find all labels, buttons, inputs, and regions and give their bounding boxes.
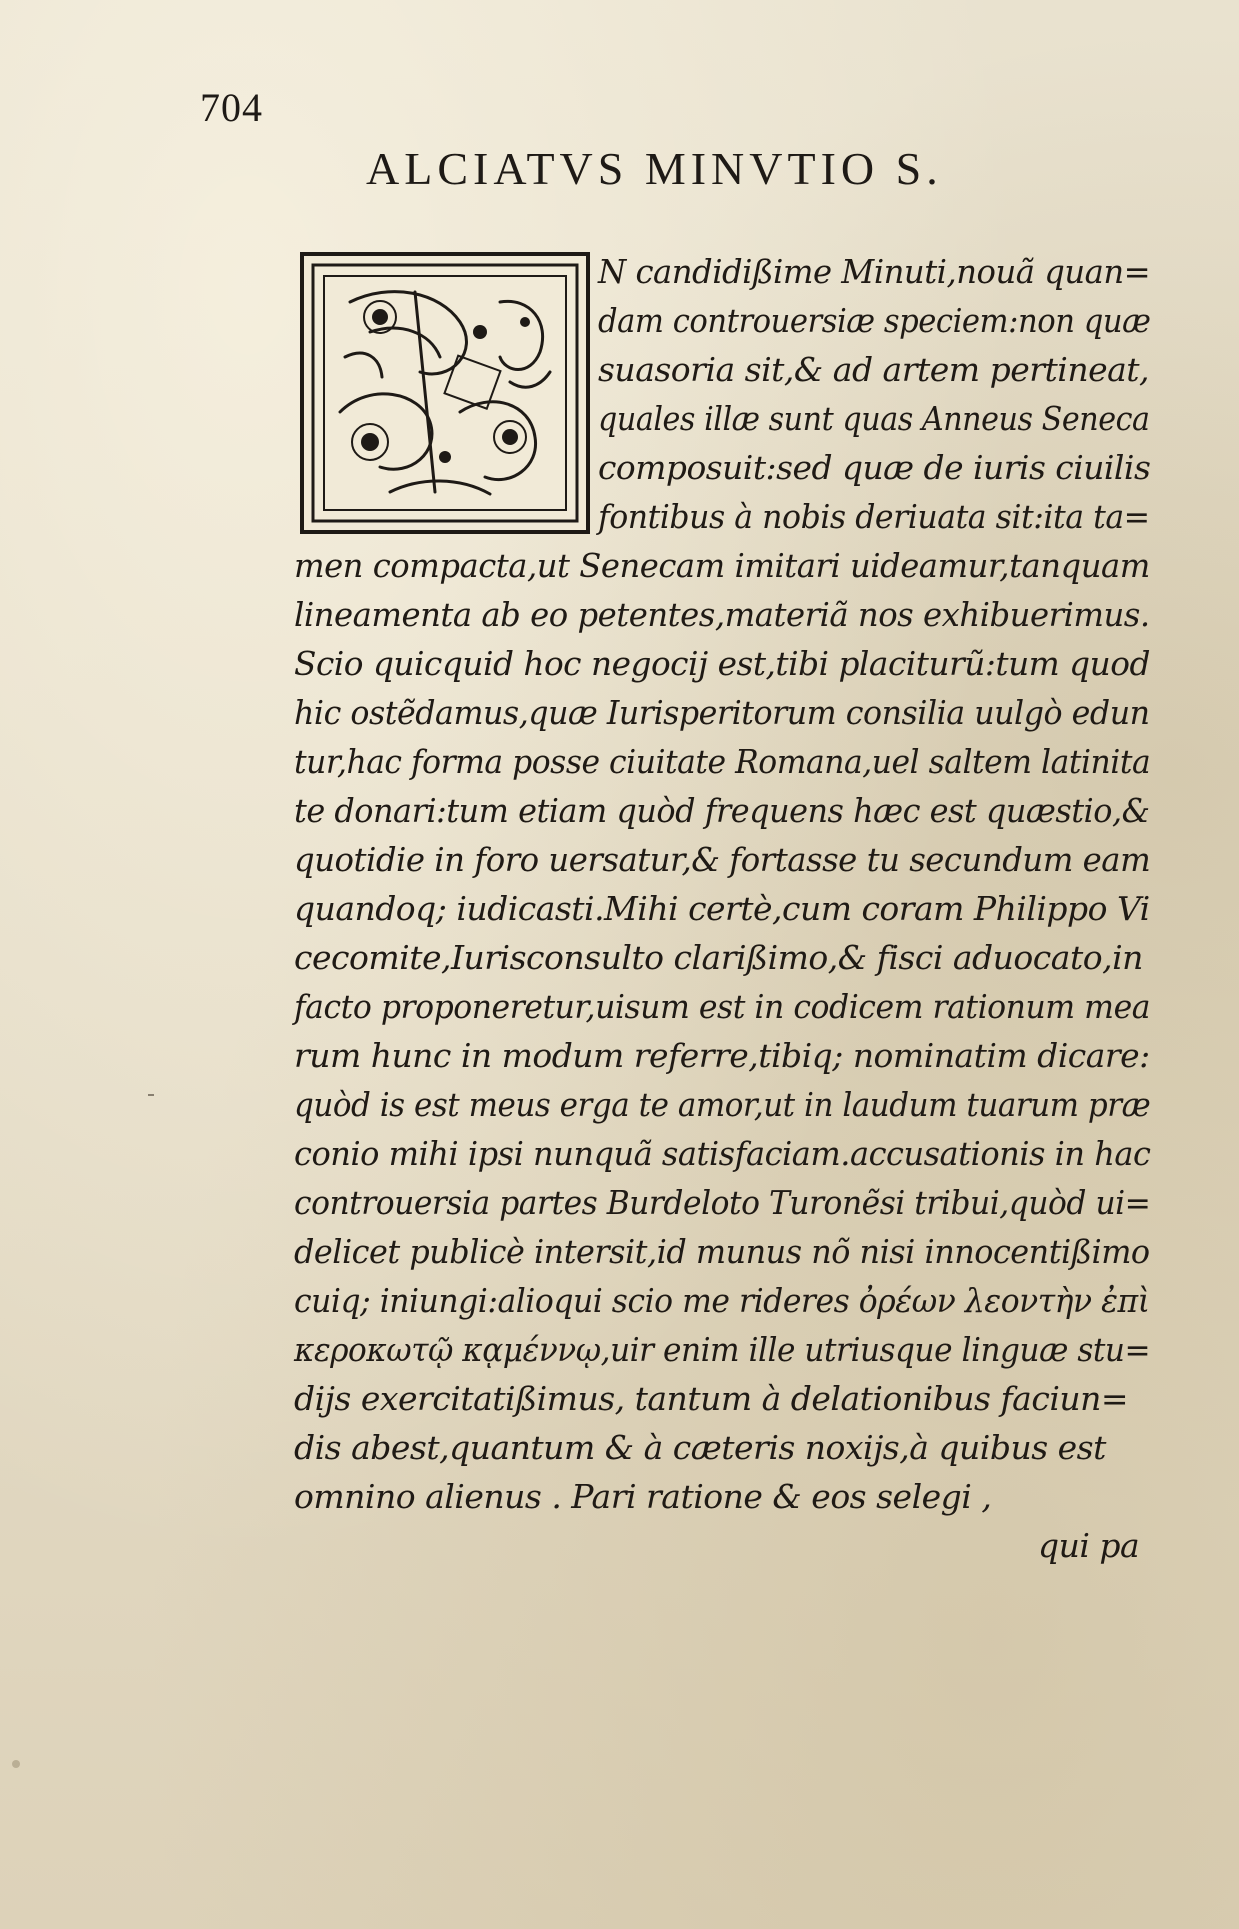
text-line: composuit:sed quæ de iuris ciuilis: [598, 448, 1151, 487]
text-line: delicet publicè intersit,id munus nõ nisi innocentißimo: [294, 1232, 1150, 1271]
text-line: te donari:tum etiam quòd frequens hæc est quæstio,&: [294, 791, 1150, 830]
text-line: quandoq; iudicasti.Mihi certè,cum coram Philippo Vi: [294, 889, 1150, 928]
text-line: suasoria sit,& ad artem pertineat,: [598, 350, 1150, 389]
text-line: tur,hac forma posse ciuitate Romana,uel saltem latinita: [294, 742, 1151, 781]
text-line: cuiq; iniungi:alioqui scio me rideres ὀρέων λεοντὴν ἐπὶ: [294, 1281, 1150, 1320]
floral-initial-icon: [310, 262, 580, 524]
text-line: Scio quicquid hoc negocij est,tibi placiturũ:tum quod: [294, 644, 1150, 683]
text-line: hic ostẽdamus,quæ Iurisperitorum consilia uulgò edun: [294, 693, 1150, 732]
text-line: lineamenta ab eo petentes,materiã nos exhibuerimus.: [294, 595, 1150, 634]
text-line: rum hunc in modum referre,tibiq; nominatim dicare:: [294, 1036, 1150, 1075]
page-number: 704: [200, 85, 263, 130]
text-line: N candidißime Minuti,nouã quan=: [598, 252, 1151, 291]
text-line: facto proponeretur,uisum est in codicem rationum mea: [294, 987, 1151, 1026]
text-line: κεροκωτῷ κᾳμέννῳ,uir enim ille utriusque linguæ stu=: [294, 1330, 1151, 1369]
text-line: omnino alienus . Pari ratione & eos selegi ,: [294, 1477, 992, 1516]
text-line: fontibus à nobis deriuata sit:ita ta=: [598, 497, 1150, 536]
text-line: cecomite,Iurisconsulto clarißimo,& fisci aduocato,in: [294, 938, 1143, 977]
text-line: conio mihi ipsi nunquã satisfaciam.accusationis in hac: [294, 1134, 1151, 1173]
running-head: ALCIATVS MINVTIO S.: [366, 143, 943, 194]
text-line: controuersia partes Burdeloto Turonẽsi tribui,quòd ui=: [294, 1183, 1151, 1222]
paper-speck: [148, 1094, 154, 1096]
decorated-initial: [300, 252, 590, 534]
text-line: quòd is est meus erga te amor,ut in laudum tuarum præ: [294, 1085, 1151, 1124]
text-line: dijs exercitatißimus, tantum à delationibus faciun=: [294, 1379, 1129, 1418]
text-line: quotidie in foro uersatur,& fortasse tu secundum eam: [294, 840, 1151, 879]
text-line: men compacta,ut Senecam imitari uideamur,tanquam: [294, 546, 1150, 585]
text-line: dis abest,quantum & à cæteris noxijs,à quibus est: [294, 1428, 1106, 1467]
paper-speck: [12, 1760, 20, 1768]
catchword: qui pa: [1038, 1526, 1140, 1565]
text-line: quales illæ sunt quas Anneus Seneca: [598, 399, 1150, 438]
text-line: dam controuersiæ speciem:non quæ: [598, 301, 1151, 340]
